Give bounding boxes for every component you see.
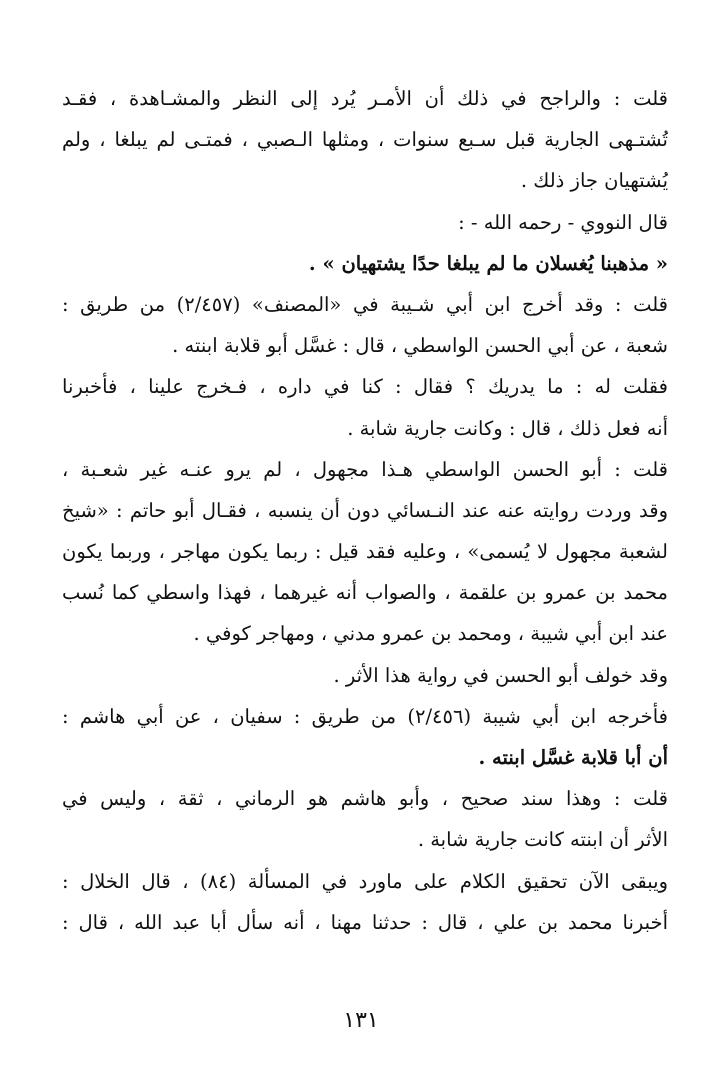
text-line-11: وقد وردت روايته عنه عند النـسائي دون أن ينسبه ، فقـال أبو حاتم : «شيخ [62,498,668,522]
text-line-20: ويبقى الآن تحقيق الكلام على ماورد في المسألة (٨٤) ، قال الخلال : [62,869,668,893]
text-line-8: فقلت له : ما يدريك ؟ فقال : كنا في داره ، فـخرج علينا ، فأخبرنا [62,375,668,399]
text-line-19: الأثر أن ابنته كانت جارية شابة . [417,828,668,852]
text-line-18: قلت : وهذا سند صحيح ، وأبو هاشم هو الرماني ، ثقة ، وليس في [62,787,668,811]
page-number: ١٣١ [343,1008,379,1033]
document-page [62,78,668,943]
text-line-16: فأخرجه ابن أبي شيبة (٢/٤٥٦) من طريق : سفيان ، عن أبي هاشم : [62,704,668,728]
text-line-13: محمد بن عمرو بن علقمة ، والصواب أنه غيرهما ، فهذا واسطي كما نُسب [62,581,668,605]
text-line-14: عند ابن أبي شيبة ، ومحمد بن عمرو مدني ، ومهاجر كوفي . [193,622,668,646]
text-line-21: أخبرنا محمد بن علي ، قال : حدثنا مهنا ، أنه سأل أبا عبد الله ، قال : [62,910,668,934]
text-line-5: « مذهبنا يُغسلان ما لم يبلغا حدًا يشتهيان » . [308,251,668,275]
text-line-17: أن أبا قلابة غسَّل ابنته . [478,746,668,769]
text-line-4: قال النووي - رحمه الله - : [458,210,668,234]
text-line-15: وقد خولف أبو الحسن في رواية هذا الأثر . [333,663,668,687]
text-line-10: قلت : أبو الحسن الواسطي هـذا مجهول ، لم يرو عنـه غير شعـبة ، [62,457,668,481]
text-line-9: أنه فعل ذلك ، قال : وكانت جارية شابة . [347,416,668,440]
text-line-1: قلت : والراجح في ذلك أن الأمـر يُرد إلى النظر والمشـاهدة ، فقـد [62,87,668,110]
text-line-3: يُشتهيان جاز ذلك . [520,169,668,193]
text-line-12: لشعبة مجهول لا يُسمى» ، وعليه فقد قيل : ربما يكون مهاجر ، وربما يكون [62,540,668,564]
text-line-6: قلت : وقد أخرج ابن أبي شـيبة في «المصنف» (٢/٤٥٧) من طريق : [62,292,668,316]
text-line-7: شعبة ، عن أبي الحسن الواسطي ، قال : غسَّل أبو قلابة ابنته . [172,334,668,358]
text-line-2: تُشتـهى الجارية قبل سـبع سنوات ، ومثلها الـصبي ، فمتـى لم يبلغا ، ولم [62,128,668,152]
